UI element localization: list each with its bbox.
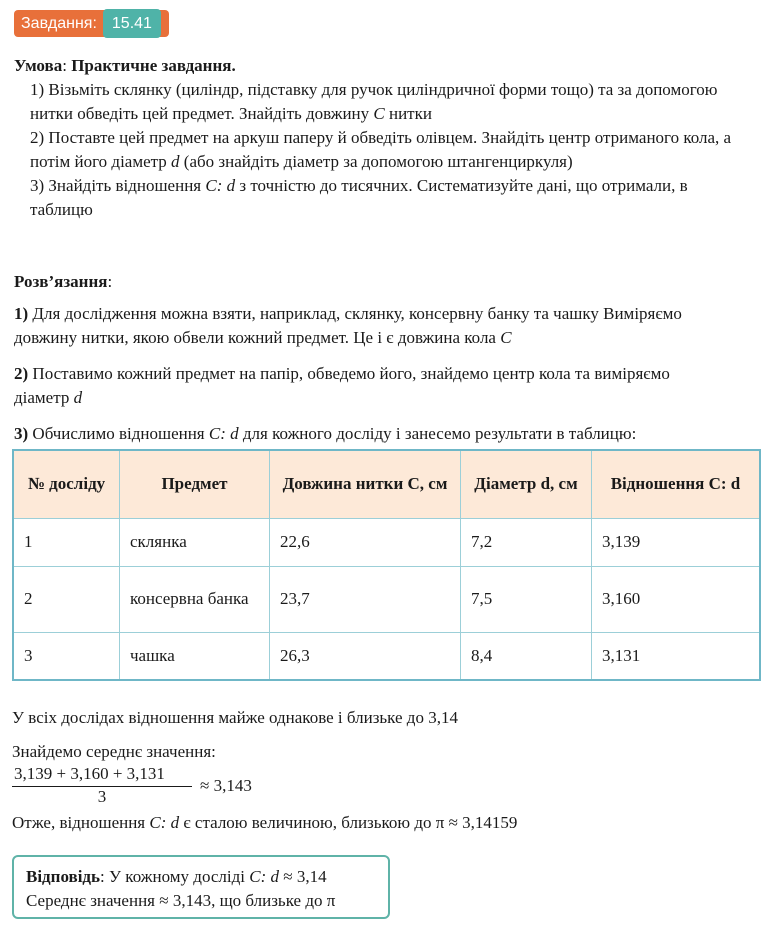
table-row bbox=[13, 518, 760, 566]
table-cell: 8,4 bbox=[461, 632, 592, 680]
fraction-numerator: 3,139 + 3,160 + 3,131 bbox=[14, 764, 165, 783]
final-conclusion: Отже, відношення C: d є сталою величиною, близькою до π ≈ 3,14159 bbox=[12, 813, 518, 832]
condition-item-1: 1) Візьміть склянку (циліндр, підставку для ручок циліндричної форми тощо) та за допомогою нитки обведіть цей предмет. Знайдіть довжину C нитки bbox=[30, 80, 718, 123]
table-header-cell: № досліду bbox=[13, 450, 120, 518]
table-row bbox=[13, 566, 760, 632]
table-cell: консервна банка bbox=[120, 566, 270, 632]
table-cell: 7,5 bbox=[461, 566, 592, 632]
table-cell: склянка bbox=[120, 518, 270, 566]
condition-item-2: 2) Поставте цей предмет на аркуш паперу й обведіть олівцем. Знайдіть центр отриманого кола, а потім його діаметр d (або знайдіть діаметр за допомогою штангенциркуля) bbox=[30, 128, 732, 171]
solution-step-1: 1) Для дослідження можна взяти, наприклад, склянку, консервну банку та чашку Виміряємо довжину нитки, якою обвели кожний предмет. Це і є довжина кола C bbox=[14, 304, 682, 347]
table-header-row bbox=[13, 450, 760, 518]
table-header-cell: Довжина нитки C, см bbox=[270, 450, 461, 518]
table-cell: 2 bbox=[13, 566, 120, 632]
table-cell: 22,6 bbox=[270, 518, 461, 566]
table-cell: 3,160 bbox=[592, 566, 761, 632]
mean-intro: Знайдемо середнє значення: bbox=[12, 742, 216, 761]
condition-item-3: 3) Знайдіть відношення C: d з точністю до тисячних. Систематизуйте дані, що отримали, в таблицю bbox=[30, 176, 688, 219]
table-cell: 23,7 bbox=[270, 566, 461, 632]
fraction-denominator: 3 bbox=[97, 787, 107, 806]
table-header-cell: Діаметр d, см bbox=[461, 450, 592, 518]
conclusion-line: У всіх дослідах відношення майже однакове і близьке до 3,14 bbox=[12, 708, 458, 727]
table-cell: 3 bbox=[13, 632, 120, 680]
table-cell: чашка bbox=[120, 632, 270, 680]
solution-step-2: 2) Поставимо кожний предмет на папір, обведемо його, знайдемо центр кола та виміряємо діаметр d bbox=[14, 364, 670, 407]
table-cell: 3,139 bbox=[592, 518, 761, 566]
answer-line-2: Середнє значення ≈ 3,143, що близьке до π bbox=[26, 891, 336, 910]
answer-box bbox=[12, 855, 390, 919]
task-number: 15.41 bbox=[103, 9, 161, 38]
table-cell: 7,2 bbox=[461, 518, 592, 566]
table-cell: 26,3 bbox=[270, 632, 461, 680]
task-badge bbox=[14, 10, 169, 37]
condition-heading: Умова: Практичне завдання. bbox=[14, 56, 236, 75]
solution-heading: Розв’язання: bbox=[14, 272, 113, 291]
solution-step-3: 3) Обчислимо відношення C: d для кожного досліду і занесемо результати в таблицю: bbox=[14, 424, 637, 443]
table-row bbox=[13, 632, 760, 680]
table-cell: 1 bbox=[13, 518, 120, 566]
condition bbox=[14, 54, 754, 222]
table-header-cell: Відношення C: d bbox=[592, 450, 761, 518]
mean-approx: ≈ 3,143 bbox=[200, 776, 252, 795]
table-cell: 3,131 bbox=[592, 632, 761, 680]
results-table bbox=[12, 449, 761, 681]
table-header-cell: Предмет bbox=[120, 450, 270, 518]
mean-fraction bbox=[12, 762, 192, 807]
task-label: Завдання: bbox=[21, 14, 97, 32]
answer-line-1: Відповідь: У кожному досліді C: d ≈ 3,14 bbox=[26, 867, 327, 886]
